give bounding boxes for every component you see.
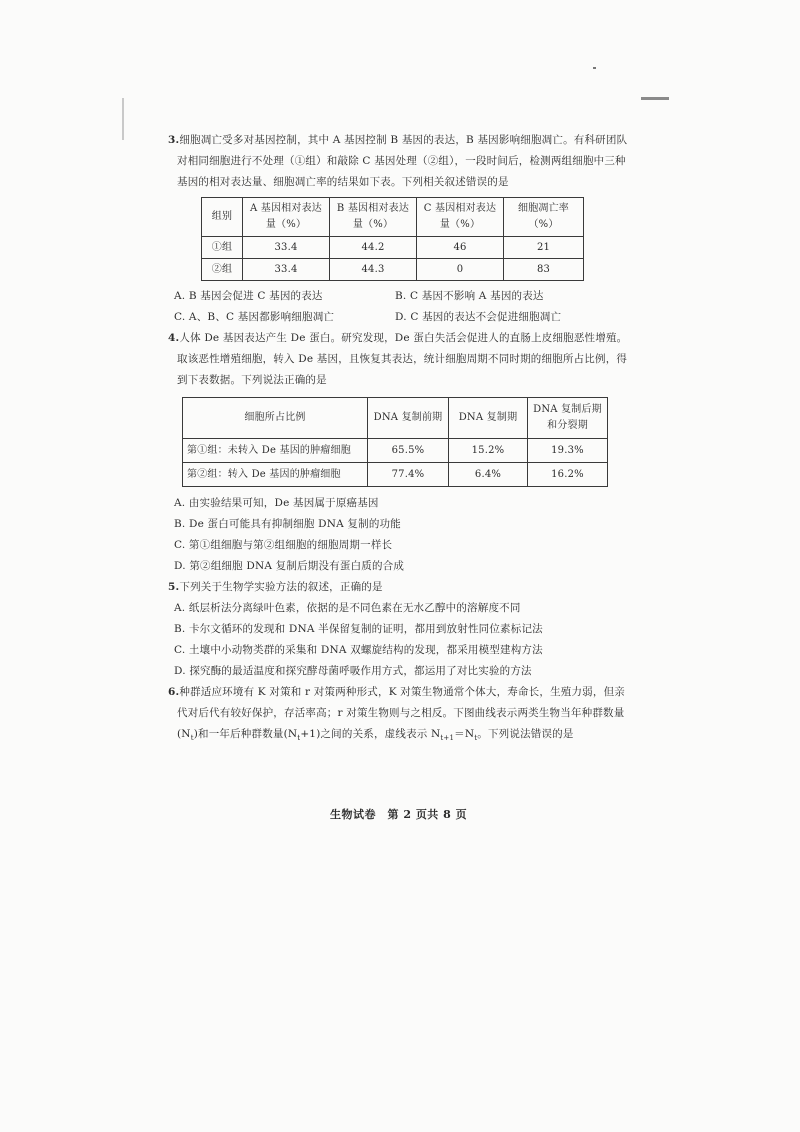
table-cell: 33.4 [243,259,330,281]
question-text: +1)之间的关系，虚线表示 N [300,728,441,740]
page-footer: 生物试卷 第 2 页共 8 页 [330,808,468,821]
question-4-stem [168,328,630,391]
option-d: D. 第②组细胞 DNA 复制后期没有蛋白质的合成 [174,560,405,572]
table-cell: 15.2% [449,439,528,463]
scan-speck [593,67,596,69]
question-number: 3. [168,134,180,146]
table-row [183,439,608,463]
table-cell: 第①组：未转入 De 基因的肿瘤细胞 [183,439,368,463]
question-6-stem [168,682,630,749]
table-cell: 33.4 [243,237,330,259]
table-header: 细胞凋亡率（%） [504,198,584,237]
question-text: )和一年后种群数量(N [193,728,298,740]
table-cell: 77.4% [368,463,449,487]
table-header: C 基因相对表达量（%） [417,198,504,237]
option-b: B. De 蛋白可能具有抑制细胞 DNA 复制的功能 [174,518,401,530]
table-header: DNA 复制前期 [368,398,449,439]
question-number: 6. [168,686,180,698]
table-cell: 19.3% [528,439,608,463]
question-number: 4. [168,332,180,344]
table-row [202,237,584,259]
table-header: 组别 [202,198,243,237]
option-b: B. 卡尔文循环的发现和 DNA 半保留复制的证明，都用到放射性同位素标记法 [174,623,543,635]
table-header-row [202,198,584,237]
option-d: D. C 基因的表达不会促进细胞凋亡 [395,311,562,323]
table-header-row [183,398,608,439]
question-number: 5. [168,581,180,593]
table-header: B 基因相对表达量（%） [330,198,417,237]
table-cell: ①组 [202,237,243,259]
option-c: C. 土壤中小动物类群的采集和 DNA 双螺旋结构的发现，都采用模型建构方法 [174,644,543,656]
cell-cycle-table [182,397,608,487]
question-text: ＝N [454,728,475,740]
subscript: t [190,734,194,743]
subscript: t [297,734,301,743]
table-cell: 21 [504,237,584,259]
option-d: D. 探究酶的最适温度和探究酵母菌呼吸作用方式，都运用了对比实验的方法 [174,665,532,677]
scan-mark [641,97,669,100]
table-cell: 0 [417,259,504,281]
table-cell: 6.4% [449,463,528,487]
option-c: C. A、B、C 基因都影响细胞凋亡 [174,311,335,323]
exam-page [168,130,630,749]
table-cell: 16.2% [528,463,608,487]
subscript: t+1 [440,734,455,743]
table-cell: 46 [417,237,504,259]
scan-edge-line [122,98,124,140]
table-header: DNA 复制后期和分裂期 [528,398,608,439]
option-c: C. 第①组细胞与第②组细胞的细胞周期一样长 [174,539,393,551]
table-cell: 65.5% [368,439,449,463]
option-a: A. 纸层析法分离绿叶色素，依据的是不同色素在无水乙醇中的溶解度不同 [174,602,521,614]
subscript: t [474,734,478,743]
table-row [202,259,584,281]
question-3-options-row [174,286,630,307]
question-text: 。下列说法错误的是 [477,728,574,740]
table-cell: 44.2 [330,237,417,259]
question-text: 种群适应环境有 K 对策和 r 对策两种形式，K 对策生物通常个体大，寿命长，生殖力弱，但亲代对后代有较好保护，存活率高；r 对策生物则与之相反。下图曲线表示两类生物当年种群数量(N [177,686,625,740]
question-3-options-row [174,307,630,328]
question-text: 下列关于生物学实验方法的叙述，正确的是 [179,581,383,593]
table-cell: 83 [504,259,584,281]
gene-expression-table [201,197,584,281]
table-cell: 第②组：转入 De 基因的肿瘤细胞 [183,463,368,487]
option-b: B. C 基因不影响 A 基因的表达 [395,290,544,302]
table-cell: 44.3 [330,259,417,281]
table-header: A 基因相对表达量（%） [243,198,330,237]
table-header: 细胞所占比例 [183,398,368,439]
question-text: 细胞凋亡受多对基因控制，其中 A 基因控制 B 基因的表达，B 基因影响细胞凋亡。有科研团队对相同细胞进行不处理（①组）和敲除 C 基因处理（②组），一段时间后，检测两组细胞中三种基因的相对表达量、细胞凋亡率的结果如下表。下列相关叙述错误的是 [177,134,628,188]
table-row [183,463,608,487]
table-header: DNA 复制期 [449,398,528,439]
question-3-stem [168,130,630,193]
question-5-stem [168,577,630,598]
option-a: A. B 基因会促进 C 基因的表达 [174,290,323,302]
option-a: A. 由实验结果可知，De 基因属于原癌基因 [174,497,379,509]
table-cell: ②组 [202,259,243,281]
question-text: 人体 De 基因表达产生 De 蛋白。研究发现，De 蛋白失活会促进人的直肠上皮细胞恶性增殖。取该恶性增殖细胞，转入 De 基因，且恢复其表达，统计细胞周期不同时期的细胞所占比例，得到下表数据。下列说法正确的是 [177,332,628,386]
